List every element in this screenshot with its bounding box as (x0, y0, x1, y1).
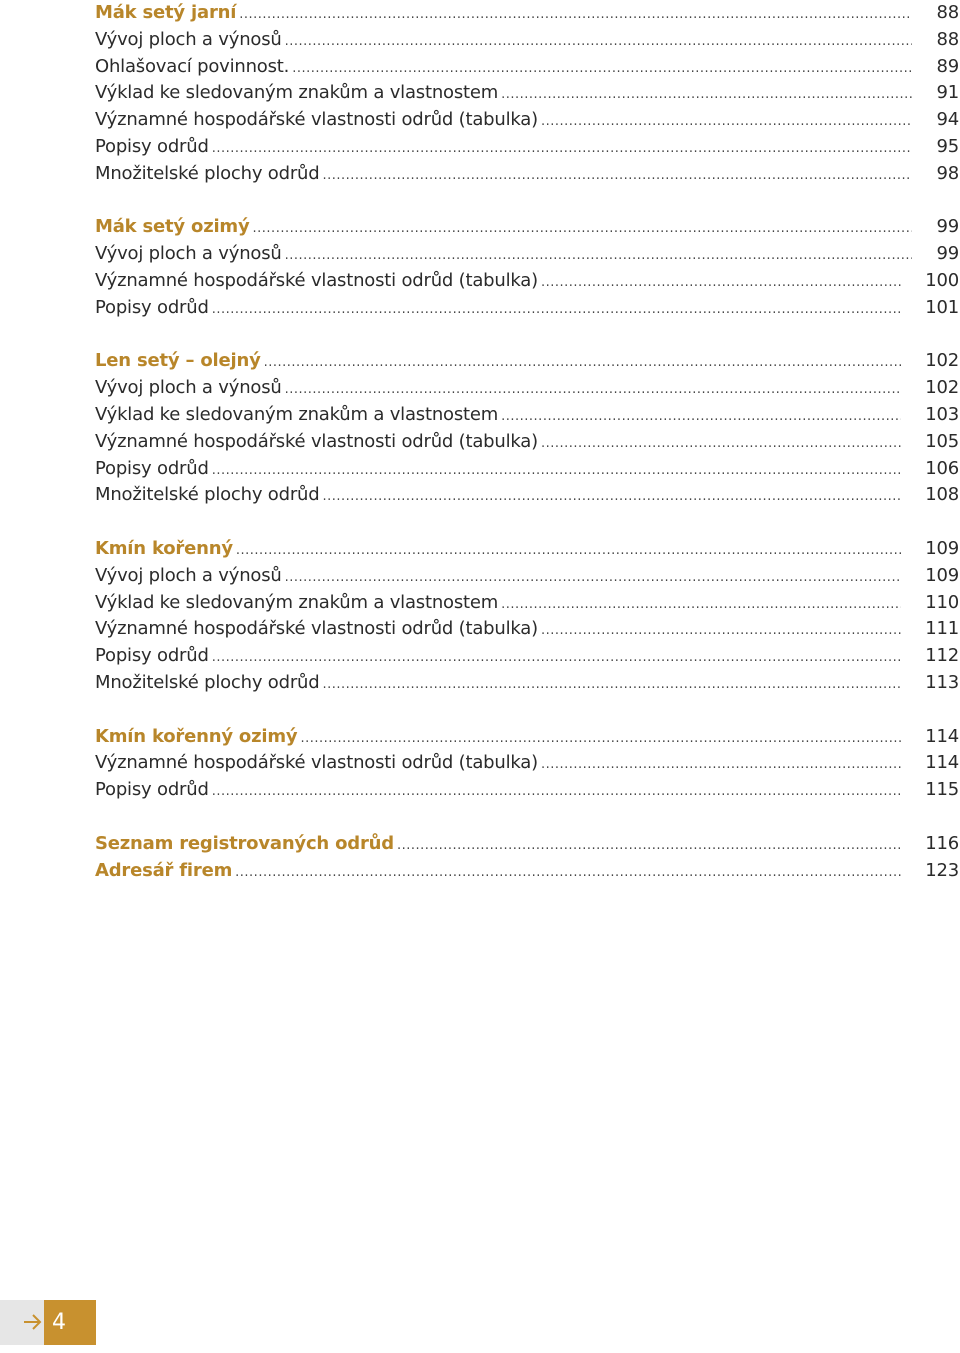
toc-entry-label: Mák setý ozimý (95, 216, 250, 238)
toc-entry-page: 101 (925, 296, 959, 318)
toc-entry-page: 99 (936, 243, 959, 265)
toc-entry[interactable] (95, 777, 959, 804)
toc-entry[interactable] (95, 107, 959, 134)
toc-entry-page: 108 (925, 484, 959, 506)
toc-entry-label: Seznam registrovaných odrůd (95, 832, 394, 854)
dot-leader (541, 618, 901, 645)
arrow-right-icon (23, 1313, 43, 1331)
toc-entry[interactable] (95, 134, 959, 161)
toc-entry-label: Popisy odrůd (95, 645, 209, 667)
dot-leader-container (541, 752, 925, 779)
toc-heading-entry[interactable] (95, 724, 959, 751)
dot-leader-container (541, 431, 925, 458)
dot-leader (322, 484, 901, 511)
dot-leader (501, 82, 912, 109)
toc-entry-page: 109 (925, 537, 959, 559)
toc-entry-label: Vývoj ploch a výnosů (95, 28, 282, 50)
dot-leader (212, 136, 912, 163)
toc-entry-page: 91 (936, 82, 959, 104)
toc-heading-entry[interactable] (95, 348, 959, 375)
toc-entry-label: Vývoj ploch a výnosů (95, 564, 282, 586)
toc-entry-label: Výklad ke sledovaným znakům a vlastnostem (95, 82, 499, 104)
dot-leader (541, 752, 901, 779)
dot-leader (322, 672, 901, 699)
dot-leader (212, 458, 902, 485)
toc-heading-entry[interactable] (95, 831, 959, 858)
toc-section (95, 0, 959, 188)
table-of-contents (95, 0, 959, 911)
toc-entry[interactable] (95, 268, 959, 295)
toc-entry-page: 100 (925, 269, 959, 291)
toc-entry-page: 123 (925, 859, 959, 881)
dot-leader-container (212, 645, 926, 672)
toc-entry-page: 103 (925, 403, 959, 425)
toc-entry-label: Kmín kořenný (95, 537, 233, 559)
toc-section (95, 214, 959, 321)
page-number: 4 (52, 1310, 66, 1335)
toc-entry-label: Množitelské plochy odrůd (95, 671, 320, 693)
dot-leader (285, 377, 902, 404)
dot-leader (264, 350, 902, 377)
dot-leader (239, 2, 912, 29)
dot-leader (292, 56, 912, 83)
toc-entry-label: Ohlašovací povinnost. (95, 55, 290, 77)
toc-entry[interactable] (95, 563, 959, 590)
dot-leader-container (285, 377, 926, 404)
toc-entry[interactable] (95, 27, 959, 54)
dot-leader-container (501, 82, 936, 109)
dot-leader-container (292, 56, 936, 83)
toc-entry-page: 105 (925, 430, 959, 452)
dot-leader-container (253, 216, 937, 243)
toc-entry-page: 88 (936, 28, 959, 50)
toc-entry-label: Popisy odrůd (95, 296, 209, 318)
toc-entry-page: 109 (925, 564, 959, 586)
dot-leader-container (300, 726, 925, 753)
toc-heading-entry[interactable] (95, 536, 959, 563)
dot-leader-container (285, 29, 937, 56)
toc-entry[interactable] (95, 616, 959, 643)
toc-entry-page: 113 (925, 671, 959, 693)
toc-entry-label: Významné hospodářské vlastnosti odrůd (tabulka) (95, 109, 538, 131)
dot-leader (501, 404, 901, 431)
toc-entry-label: Výklad ke sledovaným znakům a vlastnostem (95, 403, 499, 425)
toc-entry-label: Popisy odrůd (95, 135, 209, 157)
dot-leader-container (285, 565, 926, 592)
toc-heading-entry[interactable] (95, 214, 959, 241)
toc-entry-label: Významné hospodářské vlastnosti odrůd (tabulka) (95, 752, 538, 774)
dot-leader-container (322, 672, 925, 699)
toc-entry-page: 115 (925, 779, 959, 801)
dot-leader-container (212, 458, 926, 485)
toc-entry-page: 102 (925, 350, 959, 372)
toc-entry[interactable] (95, 670, 959, 697)
toc-entry-label: Významné hospodářské vlastnosti odrůd (tabulka) (95, 269, 538, 291)
toc-section (95, 831, 959, 885)
toc-entry-page: 98 (936, 162, 959, 184)
toc-entry-page: 99 (936, 216, 959, 238)
toc-entry[interactable] (95, 241, 959, 268)
toc-entry-label: Vývoj ploch a výnosů (95, 377, 282, 399)
dot-leader-container (541, 270, 925, 297)
toc-entry-page: 106 (925, 457, 959, 479)
toc-entry-label: Významné hospodářské vlastnosti odrůd (tabulka) (95, 618, 538, 640)
toc-entry-label: Výklad ke sledovaným znakům a vlastnostem (95, 591, 499, 613)
dot-leader-container (322, 163, 936, 190)
toc-entry[interactable] (95, 456, 959, 483)
dot-leader-container (212, 779, 926, 806)
toc-entry-page: 110 (925, 591, 959, 613)
toc-section (95, 536, 959, 697)
dot-leader-container (235, 860, 925, 887)
toc-entry-label: Kmín kořenný ozimý (95, 725, 298, 747)
dot-leader (212, 779, 902, 806)
toc-entry[interactable] (95, 482, 959, 509)
toc-entry-page: 102 (925, 377, 959, 399)
toc-entry[interactable] (95, 429, 959, 456)
toc-entry-page: 89 (936, 55, 959, 77)
dot-leader (501, 592, 901, 619)
toc-entry[interactable] (95, 295, 959, 322)
toc-entry-page: 114 (925, 725, 959, 747)
toc-entry[interactable] (95, 590, 959, 617)
toc-entry[interactable] (95, 375, 959, 402)
dot-leader (541, 431, 901, 458)
dot-leader-container (236, 538, 925, 565)
toc-entry-label: Mák setý jarní (95, 2, 237, 23)
dot-leader-container (239, 2, 936, 29)
dot-leader-container (541, 109, 937, 136)
dot-leader-container (264, 350, 926, 377)
toc-section (95, 348, 959, 509)
dot-leader-container (501, 404, 925, 431)
toc-entry-label: Popisy odrůd (95, 779, 209, 801)
dot-leader (253, 216, 913, 243)
toc-entry-label: Len setý – olejný (95, 350, 261, 372)
dot-leader-container (501, 592, 925, 619)
dot-leader (285, 243, 913, 270)
dot-leader (236, 538, 901, 565)
dot-leader (322, 163, 912, 190)
dot-leader-container (285, 243, 937, 270)
toc-entry-page: 114 (925, 752, 959, 774)
dot-leader-container (397, 833, 925, 860)
dot-leader-container (322, 484, 925, 511)
dot-leader (235, 860, 901, 887)
toc-entry-page: 111 (925, 618, 959, 640)
toc-heading-entry[interactable] (95, 858, 959, 885)
toc-entry[interactable] (95, 80, 959, 107)
toc-entry-label: Množitelské plochy odrůd (95, 162, 320, 184)
toc-entry-label: Adresář firem (95, 859, 233, 881)
toc-entry-page: 95 (936, 135, 959, 157)
dot-leader (212, 645, 902, 672)
toc-entry-label: Významné hospodářské vlastnosti odrůd (tabulka) (95, 430, 538, 452)
toc-entry-label: Vývoj ploch a výnosů (95, 243, 282, 265)
toc-entry[interactable] (95, 750, 959, 777)
dot-leader-container (212, 297, 926, 324)
toc-entry-page: 112 (925, 645, 959, 667)
toc-entry-label: Množitelské plochy odrůd (95, 484, 320, 506)
dot-leader-container (212, 136, 936, 163)
toc-section (95, 724, 959, 804)
toc-entry-page: 116 (925, 832, 959, 854)
dot-leader (300, 726, 901, 753)
toc-entry-page: 88 (936, 2, 959, 23)
toc-entry[interactable] (95, 161, 959, 188)
dot-leader-container (541, 618, 925, 645)
dot-leader (212, 297, 902, 324)
toc-entry-label: Popisy odrůd (95, 457, 209, 479)
toc-entry-page: 94 (936, 109, 959, 131)
dot-leader (397, 833, 901, 860)
dot-leader (541, 270, 901, 297)
toc-heading-entry[interactable] (95, 0, 959, 27)
toc-entry[interactable] (95, 54, 959, 81)
dot-leader (285, 29, 913, 56)
dot-leader (285, 565, 902, 592)
toc-entry[interactable] (95, 643, 959, 670)
dot-leader (541, 109, 913, 136)
toc-entry[interactable] (95, 402, 959, 429)
